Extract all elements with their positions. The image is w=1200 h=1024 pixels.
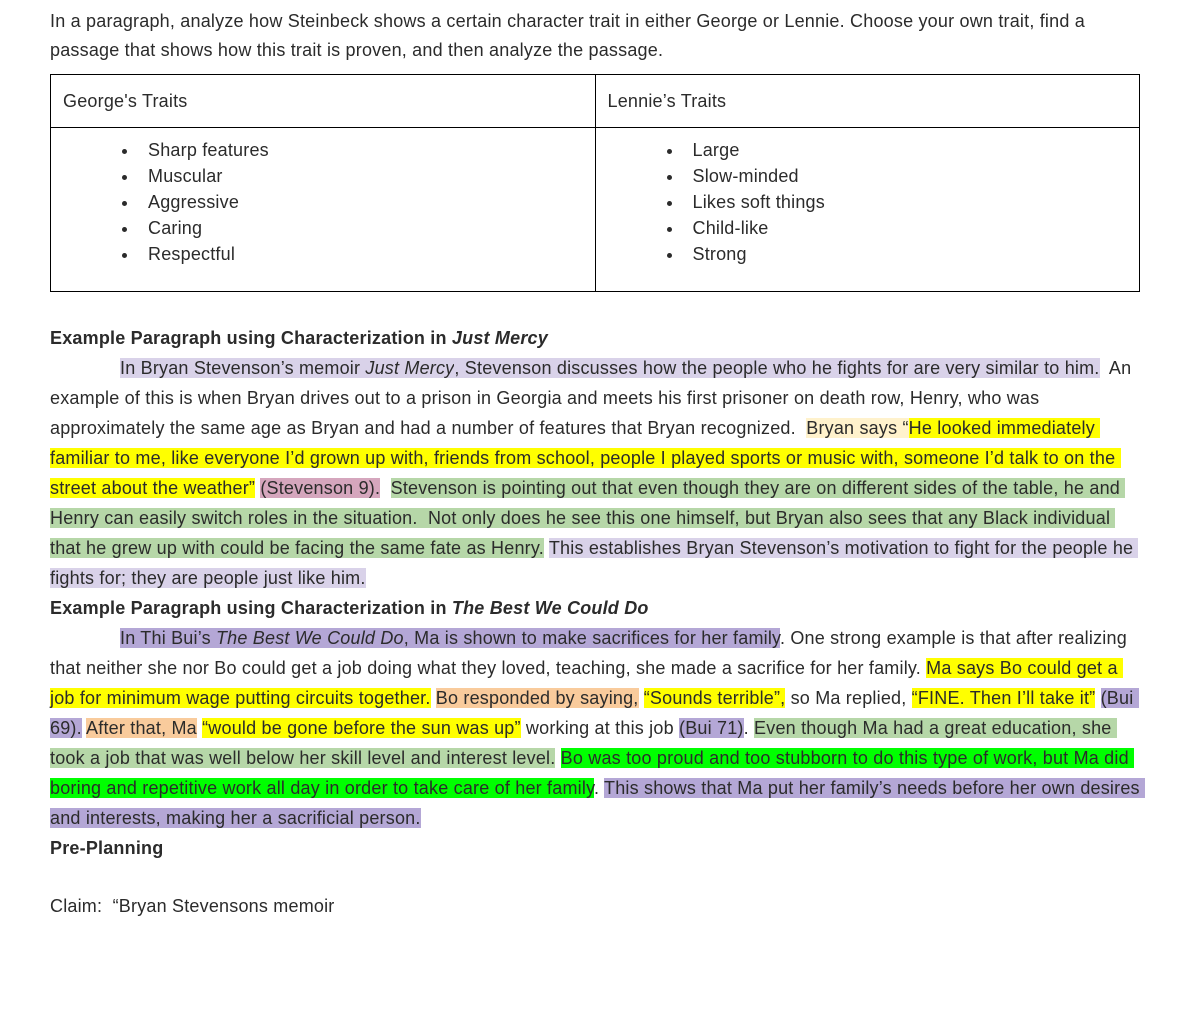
text-segment: In Thi Bui’s xyxy=(120,628,216,648)
text-segment: This establishes Bryan Stevenson’s motivation to fight for the people he fights for; they are people just like him. xyxy=(50,538,1139,588)
text-segment xyxy=(431,688,436,708)
text-segment: He looked immediately familiar to me, like everyone I’d grown up with, friends from school, people I played sports or music with, someone I’d talk to on the street about the weather” xyxy=(50,418,1121,498)
trait-item: • Slow-minded xyxy=(684,163,1134,189)
text-segment: This shows that Ma put her family’s needs before her own desires and interests, making her a sacrificial person. xyxy=(50,778,1145,828)
text-segment xyxy=(1095,688,1100,708)
text-segment: “FINE. Then I’ll take it” xyxy=(911,688,1096,708)
text-segment: Bo responded by saying, xyxy=(435,688,639,708)
preplanning-heading: Pre-Planning xyxy=(50,838,164,858)
text-segment: Bo was too proud and too stubborn to do this type of work, but Ma did boring and repetitive work all day in order to take care of her family xyxy=(50,748,1134,798)
trait-item: • Aggressive xyxy=(139,189,589,215)
trait-item: • Child-like xyxy=(684,215,1134,241)
paragraph-best-we-could-do xyxy=(50,623,1145,833)
trait-item: • Large xyxy=(684,137,1134,163)
traits-body-row xyxy=(51,128,1140,292)
text-segment: (Bui 71) xyxy=(679,718,744,738)
text-segment: , Ma is shown to make sacrifices for her family xyxy=(403,628,780,648)
text-segment: Just Mercy xyxy=(451,328,548,348)
text-segment: . xyxy=(593,778,605,798)
text-segment xyxy=(380,478,390,498)
text-segment: Even though Ma had a great education, she took a job that was well below her skill level and interest level. xyxy=(50,718,1117,768)
trait-item: • Caring xyxy=(139,215,589,241)
text-segment: After that, Ma xyxy=(86,718,197,738)
text-segment: working at this job xyxy=(520,718,679,738)
lennie-traits-header: Lennie’s Traits xyxy=(595,75,1140,128)
traits-table xyxy=(50,74,1140,292)
trait-item: • Respectful xyxy=(139,241,589,267)
george-traits-cell xyxy=(51,128,596,292)
claim-line: Claim: “Bryan Stevensons memoir xyxy=(50,896,335,916)
text-segment: Ma says Bo could get a job for minimum wage putting circuits together. xyxy=(50,658,1123,708)
heading-just-mercy xyxy=(50,323,1140,353)
text-segment xyxy=(639,688,644,708)
text-segment: The Best We Could Do xyxy=(451,598,649,618)
text-segment: Example Paragraph using Characterization in xyxy=(50,598,452,618)
trait-item: • Sharp features xyxy=(139,137,589,163)
text-segment: An example of this is when Bryan drives out to a prison in Georgia and meets his first prisoner on death row, Henry, who was approximately the same age as Bryan and had a number of features that Bryan recognized. xyxy=(50,358,1137,438)
text-segment: Example Paragraph using Characterization in xyxy=(50,328,452,348)
text-segment: “Sounds terrible”, xyxy=(643,688,786,708)
text-segment xyxy=(555,748,560,768)
text-segment: , Stevenson discusses how the people who he fights for are very similar to him. xyxy=(454,358,1100,378)
text-segment: Stevenson is pointing out that even though they are on different sides of the table, he and Henry can easily switch roles in the situation. Not only does he see this one himself, but Bryan also sees that any Black individual that he grew up with could be facing the same fate as Henry. xyxy=(50,478,1126,558)
lennie-traits-list xyxy=(602,137,1134,267)
text-segment: so Ma replied, xyxy=(785,688,912,708)
george-traits-list xyxy=(57,137,589,267)
text-segment: . xyxy=(743,718,755,738)
george-traits-header: George's Traits xyxy=(51,75,596,128)
paragraph-just-mercy xyxy=(50,353,1140,593)
text-segment: Bryan says “ xyxy=(806,418,909,438)
trait-item: • Strong xyxy=(684,241,1134,267)
heading-best-we-could-do xyxy=(50,593,1140,623)
traits-header-row xyxy=(51,75,1140,128)
assignment-prompt: In a paragraph, analyze how Steinbeck shows a certain character trait in either George or Lennie. Choose your own trait, find a passage that shows how this trait is proven, and then analyze the passage. xyxy=(50,11,1091,60)
text-segment: (Stevenson 9). xyxy=(260,478,381,498)
trait-item: • Likes soft things xyxy=(684,189,1134,215)
text-segment: In Bryan Stevenson’s memoir xyxy=(120,358,366,378)
text-segment: (Bui 69). xyxy=(50,688,1139,738)
trait-item: • Muscular xyxy=(139,163,589,189)
text-segment: Just Mercy xyxy=(365,358,455,378)
lennie-traits-cell xyxy=(595,128,1140,292)
text-segment: “would be gone before the sun was up” xyxy=(202,718,521,738)
text-segment: . One strong example is that after realizing that neither she nor Bo could get a job doing what they loved, teaching, she made a sacrifice for her family. xyxy=(50,628,1133,678)
text-segment: The Best We Could Do xyxy=(215,628,404,648)
